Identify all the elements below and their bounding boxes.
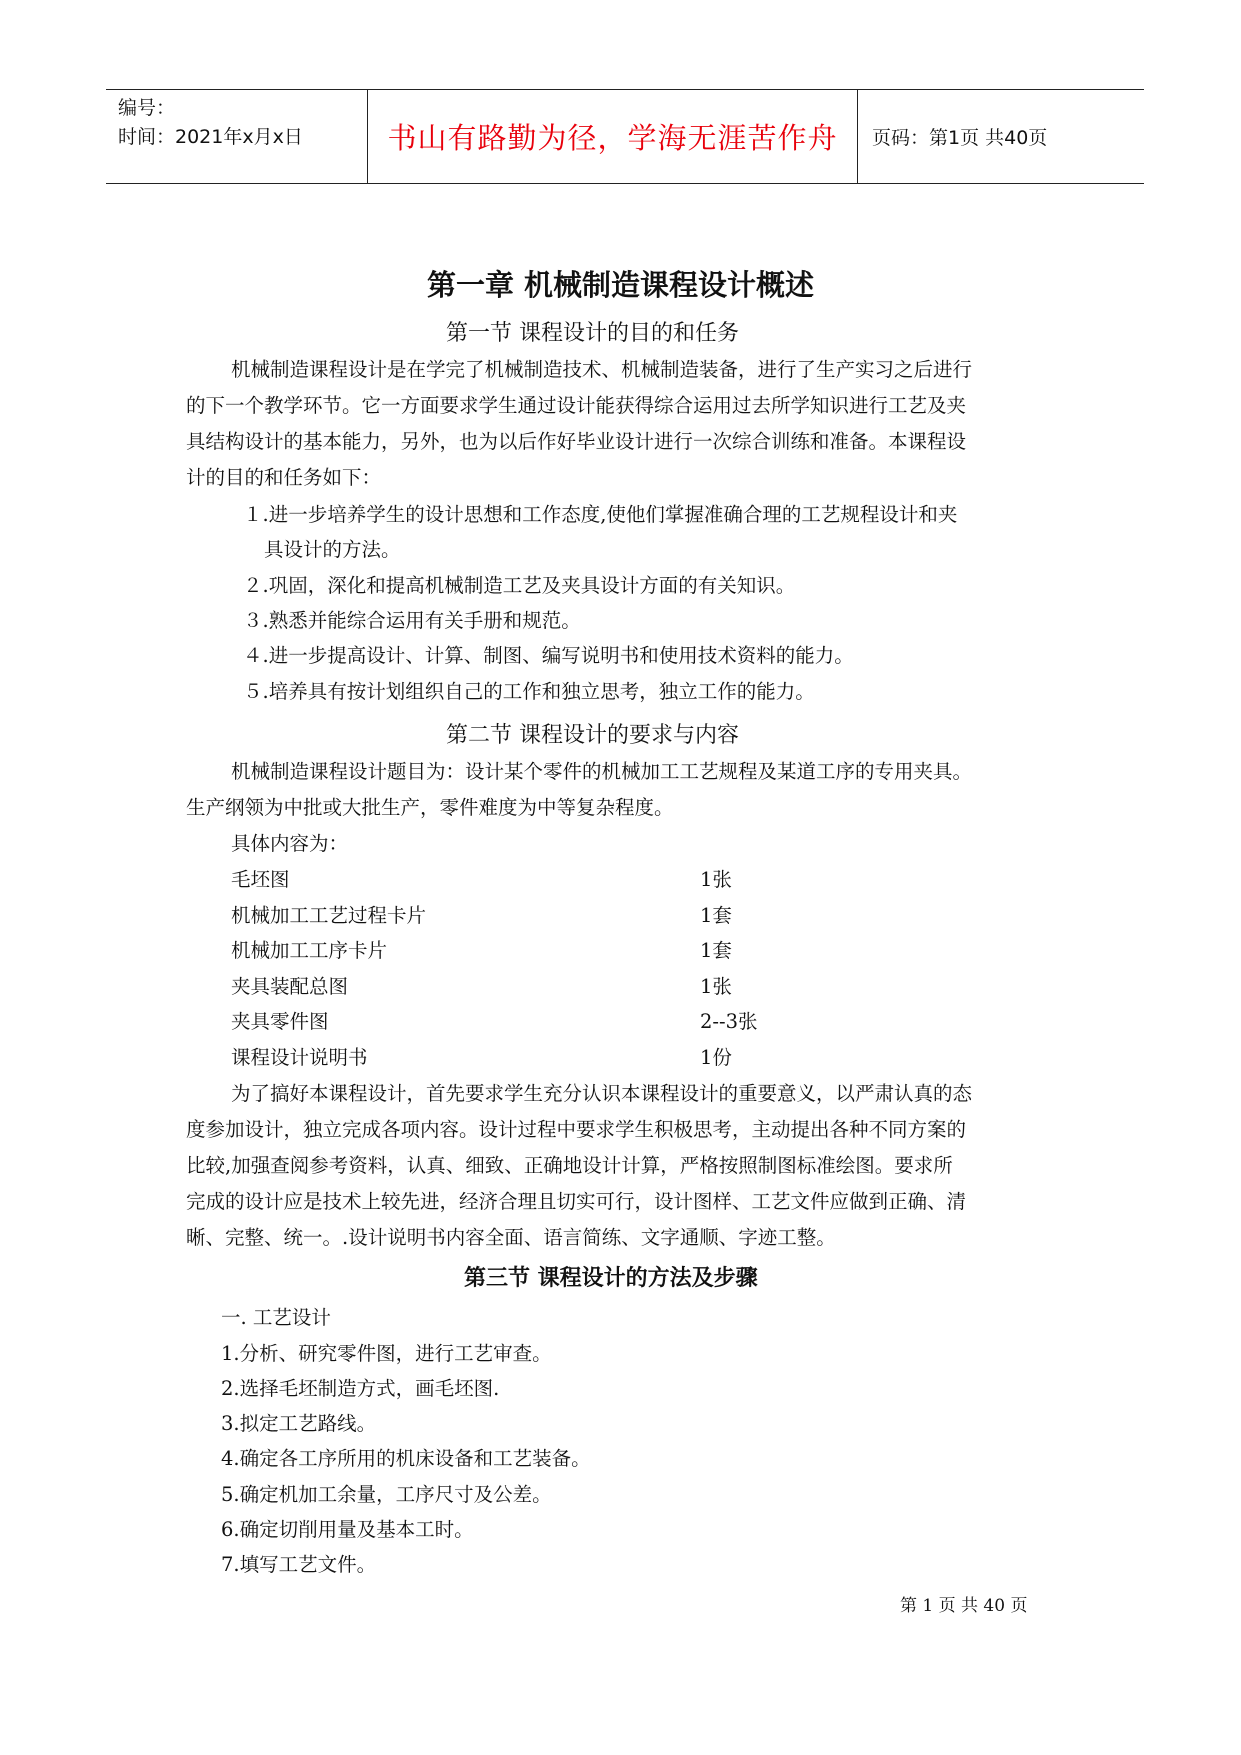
section2-closing-line: 度参加设计，独立完成各项内容。设计过程中要求学生积极思考，主动提出各种不同方案的 <box>186 1118 967 1141</box>
section2-closing-line: 晰、完整、统一。.设计说明书内容全面、语言简练、文字通顺、字迹工整。 <box>186 1226 836 1249</box>
section3-step: 5.确定机加工余量，工序尺寸及公差。 <box>221 1483 552 1506</box>
content-item-qty: 1张 <box>700 868 732 891</box>
chapter-title: 第一章 机械制造课程设计概述 <box>426 268 815 302</box>
content-item-qty: 1套 <box>700 904 732 927</box>
section3-step: 3.拟定工艺路线。 <box>221 1412 377 1435</box>
section1-para-line: 的下一个教学环节。它一方面要求学生通过设计能获得综合运用过去所学知识进行工艺及夹 <box>186 394 967 417</box>
section1-item: ２.巩固，深化和提高机械制造工艺及夹具设计方面的有关知识。 <box>243 574 796 597</box>
header-motto: 书山有路勤为径，学海无涯苦作舟 <box>368 90 858 183</box>
section3-step: 4.确定各工序所用的机床设备和工艺装备。 <box>221 1447 591 1470</box>
content-item-name: 课程设计说明书 <box>231 1046 368 1069</box>
section2-intro-line: 具体内容为： <box>231 832 349 855</box>
section3-title: 第三节 课程设计的方法及步骤 <box>464 1266 758 1291</box>
section1-item: ４.进一步提高设计、计算、制图、编写说明书和使用技术资料的能力。 <box>243 644 854 667</box>
section1-para-line: 机械制造课程设计是在学完了机械制造技术、机械制造装备，进行了生产实习之后进行 <box>231 358 973 381</box>
page-footer: 第 1 页 共 40 页 <box>900 1596 1028 1616</box>
section1-item: 具设计的方法。 <box>264 538 401 561</box>
section3-step: 6.确定切削用量及基本工时。 <box>221 1518 474 1541</box>
section1-item: ５.培养具有按计划组织自己的工作和独立思考，独立工作的能力。 <box>243 680 815 703</box>
section1-item: １.进一步培养学生的设计思想和工作态度,使他们掌握准确合理的工艺规程设计和夹 <box>243 503 958 526</box>
section3-step: 7.填写工艺文件。 <box>221 1553 377 1576</box>
content-item-qty: 1张 <box>700 975 732 998</box>
section1-para-line: 计的目的和任务如下： <box>186 466 382 489</box>
header-meta <box>106 90 368 183</box>
header-time: 时间：2021年x月x日 <box>118 126 303 148</box>
content-item-name: 机械加工工序卡片 <box>231 939 388 962</box>
content-item-qty: 1份 <box>700 1046 732 1069</box>
content-item-qty: 1套 <box>700 939 732 962</box>
section1-para-line: 具结构设计的基本能力，另外，也为以后作好毕业设计进行一次综合训练和准备。本课程设 <box>186 430 967 453</box>
section2-closing-line: 为了搞好本课程设计，首先要求学生充分认识本课程设计的重要意义，以严肃认真的态 <box>231 1082 973 1105</box>
section3-subheading: 一. 工艺设计 <box>221 1306 331 1329</box>
section1-title: 第一节 课程设计的目的和任务 <box>446 321 739 346</box>
section2-intro-line: 生产纲领为中批或大批生产，零件难度为中等复杂程度。 <box>186 796 674 819</box>
content-item-qty: 2--3张 <box>700 1010 758 1033</box>
section2-closing-line: 完成的设计应是技术上较先进，经济合理且切实可行，设计图样、工艺文件应做到正确、清 <box>186 1190 967 1213</box>
header-page-info: 页码：第1页 共40页 <box>872 127 1048 149</box>
section3-step: 1.分析、研究零件图，进行工艺审查。 <box>221 1342 552 1365</box>
page-header <box>106 89 1144 184</box>
section2-closing-line: 比较,加强查阅参考资料，认真、细致、正确地设计计算，严格按照制图标准绘图。要求所 <box>186 1154 953 1177</box>
content-item-name: 夹具装配总图 <box>231 975 349 998</box>
section2-intro-line: 机械制造课程设计题目为：设计某个零件的机械加工工艺规程及某道工序的专用夹具。 <box>231 760 973 783</box>
section3-step: 2.选择毛坯制造方式，画毛坯图. <box>221 1377 500 1400</box>
section1-item: ３.熟悉并能综合运用有关手册和规范。 <box>243 609 581 632</box>
header-number: 编号： <box>118 97 176 119</box>
content-item-name: 机械加工工艺过程卡片 <box>231 904 427 927</box>
section2-title: 第二节 课程设计的要求与内容 <box>446 723 739 748</box>
content-item-name: 毛坯图 <box>231 868 290 891</box>
content-item-name: 夹具零件图 <box>231 1010 329 1033</box>
